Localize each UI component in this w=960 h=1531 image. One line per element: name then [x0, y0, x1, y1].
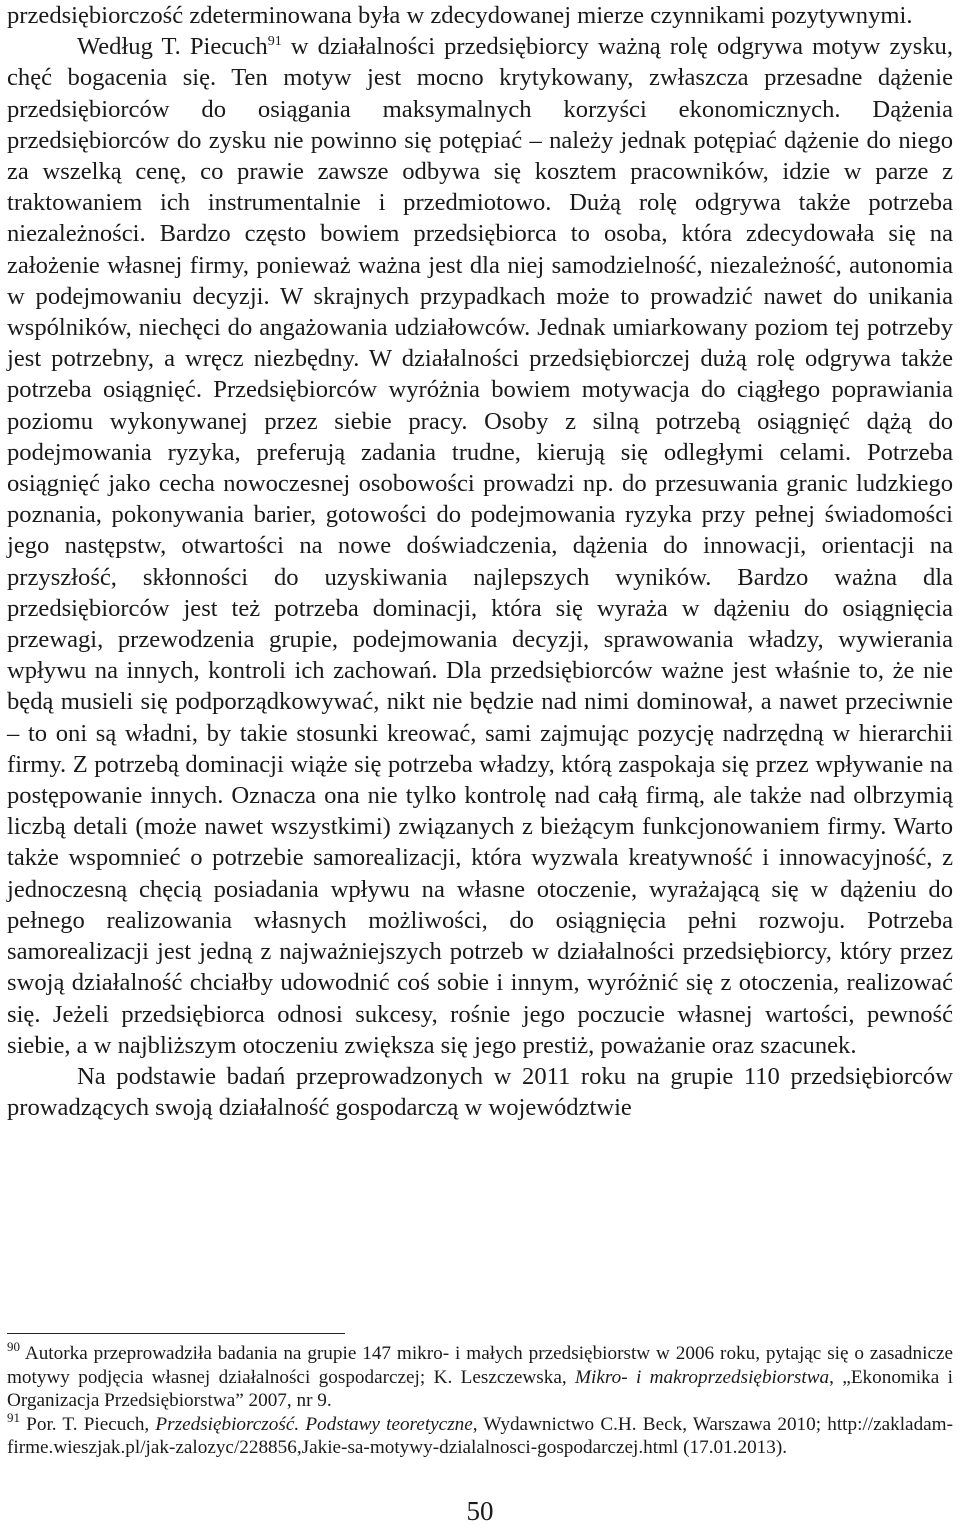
footnote-91-text: Por. T. Piecuch,: [20, 1413, 156, 1435]
paragraph-motives: [7, 31, 953, 1061]
footnote-number-91: 91: [7, 1409, 20, 1425]
footnote-ref-91: 91: [267, 34, 282, 50]
footnote-90-text: Autorka przeprowadziła badania na grupie 147 mikro- i małych przedsiębiorstw w 2006 roku, pytając się o zasadnicze motywy podjęcia własnej działalności gospodarczej; K. Leszczewska,: [7, 1343, 953, 1388]
footnotes: [7, 1339, 953, 1460]
footnote-91: [7, 1409, 953, 1460]
page-body: [7, 0, 953, 1123]
footnote-90-title: Mikro- i makroprzedsiębiorstwa: [575, 1366, 830, 1388]
paragraph-research: Na podstawie badań przeprowadzonych w 2011 roku na grupie 110 przedsiębiorców prowadzących swoją działalność gospodarczą w województwie: [7, 1062, 953, 1122]
footnote-separator: [7, 1333, 345, 1334]
footnote-90: [7, 1339, 953, 1413]
footnote-91-tail: , Wydawnictwo C.H. Beck, Warszawa 2010; http://zakladam-firme.wieszjak.pl/jak-zalozyc/228856,Jakie-sa-motywy-dzialalnosci-gospodarczej.html (17.01.2013).: [7, 1413, 953, 1458]
paragraph-motives-lead: Według T. Piecuch: [77, 33, 268, 61]
footnote-90-tail: , „Ekonomika i Organizacja Przedsiębiorstwa” 2007, nr 9.: [7, 1366, 953, 1411]
page-number: 50: [466, 1496, 494, 1526]
main-text: [7, 0, 953, 1123]
paragraph-continuation: przedsiębiorczość zdeterminowana była w zdecydowanej mierze czynnikami pozytywnymi.: [7, 2, 913, 29]
footnote-number-90: 90: [7, 1339, 20, 1355]
footnote-91-title: Przedsiębiorczość. Podstawy teoretyczne: [155, 1413, 473, 1435]
paragraph-motives-text: w działalności przedsiębiorcy ważną rolę odgrywa motyw zysku, chęć bogacenia się. Ten motyw jest mocno krytykowany, zwłaszcza przesadne dążenie przedsiębiorców do osiągania maksymalnych korzyści ekonomicznych. Dążenia przedsiębiorców do zysku nie powinno się potępiać – należy jednak potępiać dążenie do niego za wszelką cenę, co prawie zawsze odbywa się kosztem pracowników, idzie w parze z traktowaniem ich instrumentalnie i przedmiotowo. Dużą rolę odgrywa także potrzeba niezależności. Bardzo często bowiem przedsiębiorca to osoba, która zdecydowała się na założenie własnej firmy, ponieważ ważna jest dla niej samodzielność, niezależność, autonomia w podejmowaniu decyzji. W skrajnych przypadkach może to prowadzić nawet do unikania wspólników, niechęci do angażowania udziałowców. Jednak umiarkowany poziom tej potrzeby jest potrzebny, a wręcz niezbędny. W działalności przedsiębiorczej dużą rolę odgrywa także potrzeba osiągnięć. Przedsiębiorców wyróżnia bowiem motywacja do ciągłego poprawiania poziomu wykonywanej przez siebie pracy. Osoby z silną potrzebą osiągnięć dążą do podejmowania ryzyka, preferują zadania trudne, kierują się odległymi celami. Potrzeba osiągnięć jako cecha nowoczesnej osobowości prowadzi np. do przesuwania granic ludzkiego poznania, pokonywania barier, gotowości do podejmowania ryzyka przy pełnej świadomości jego następstw, otwartości na nowe doświadczenia, dążenia do innowacji, orientacji na przyszłość, skłonności do uzyskiwania najlepszych wyników. Bardzo ważna dla przedsiębiorców jest też potrzeba dominacji, która się wyraża w dążeniu do osiągnięcia przewagi, przewodzenia grupie, podejmowania decyzji, sprawowania władzy, wywierania wpływu na innych, kontroli ich zachowań. Dla przedsiębiorców ważne jest właśnie to, że nie będą musieli się podporządkowywać, nikt nie będzie nad nimi dominował, a nawet przeciwnie – to oni są władni, by takie stosunki kreować, sami zajmując pozycję nadrzędną w hierarchii firmy. Z potrzebą dominacji wiąże się potrzeba władzy, którą zaspokaja się przez wpływanie na postępowanie innych. Oznacza ona nie tylko kontrolę nad całą firmą, ale także nad olbrzymią liczbą detali (może nawet wszystkimi) związanych z bieżącym funkcjonowaniem firmy. Warto także wspomnieć o potrzebie samorealizacji, która wyzwala kreatywność i innowacyjność, z jednoczesną chęcią posiadania wpływu na własne otoczenie, wyrażającą się w dążeniu do pełnego realizowania własnych możliwości, do osiągnięcia pełni rozwoju. Potrzeba samorealizacji jest jedną z najważniejszych potrzeb w działalności przedsiębiorcy, który przez swoją działalność chciałby udowodnić coś sobie i innym, wyróżnić się z otoczenia, realizować się. Jeżeli przedsiębiorca odnosi sukcesy, rośnie jego poczucie własnej wartości, pewność siebie, a w najbliższym otoczeniu zwiększa się jego prestiż, poważanie oraz szacunek.: [7, 33, 954, 1059]
